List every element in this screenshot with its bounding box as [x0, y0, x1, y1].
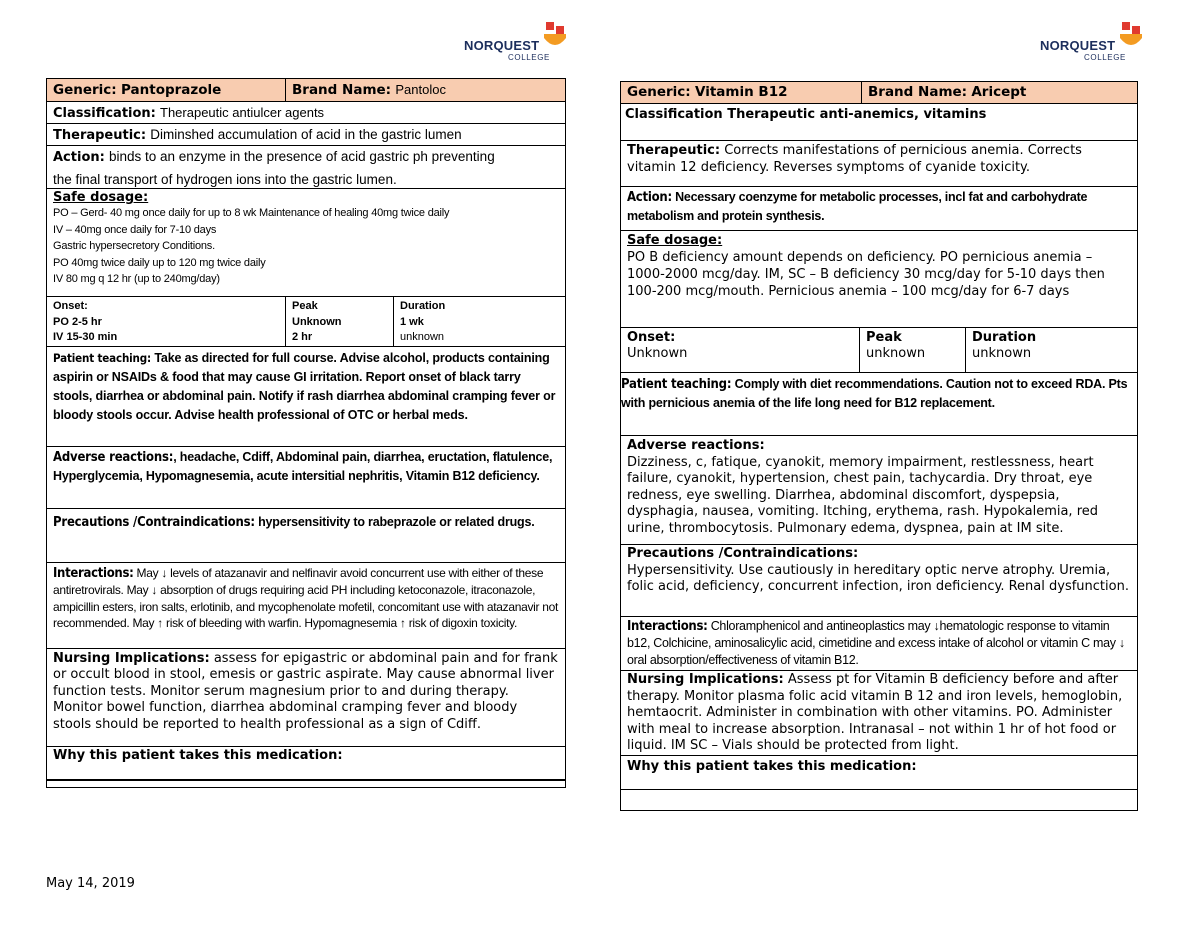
- teaching-text: Take as directed for full course. Advise alcohol, products containing aspirin or NSAIDs & food that may cause GI irritation. Report onset of black tarry stools, diarrhea or abdominal pain. Notify if rash diarrhea abdominal cramping fever or bloody stools occur. Advise health professional of OTC or herbal meds.: [53, 351, 556, 422]
- generic-value: Vitamin B12: [695, 84, 788, 100]
- header-row: [621, 82, 1137, 104]
- why-row: [621, 756, 1137, 790]
- brand-label: Brand Name:: [292, 82, 392, 98]
- adverse-reactions-row: [621, 436, 1137, 545]
- interactions-label: Interactions:: [53, 566, 134, 581]
- therapeutic-label: Therapeutic:: [627, 143, 721, 158]
- logo-subtitle: COLLEGE: [1084, 53, 1126, 62]
- dosage-label: Safe dosage:: [53, 190, 149, 205]
- precautions-row: [47, 509, 565, 563]
- interactions-text: May ↓ levels of atazanavir and nelfinavir avoid concurrent use with either of these antiretrovirals. May ↓ absorption of drugs requiring acid PH including ketoconazole, itraconazole, ampicillin esters, iron salts, erlotinib, and mycophenolate mofetil, concomitant use with atazanavir not recommended. May ↑ risk of bleeding with warfin. Hypomagnesemia ↑ risk of digoxin toxicity.: [53, 566, 559, 630]
- precautions-label: Precautions /Contraindications:: [627, 546, 859, 561]
- classification-row: [621, 104, 1137, 141]
- teaching-label: Patient teaching:: [53, 351, 152, 365]
- generic-cell: [47, 79, 285, 101]
- therapeutic-text: Diminshed accumulation of acid in the gastric lumen: [150, 127, 462, 142]
- duration-value: unknown: [972, 346, 1032, 361]
- action-text: binds to an enzyme in the presence of acid gastric ph preventing: [108, 149, 495, 164]
- onset-po: PO 2-5 hr: [53, 315, 102, 328]
- peak-label: Peak: [866, 330, 902, 345]
- therapeutic-row: [621, 141, 1137, 187]
- dosage-line: PO 40mg twice daily up to 120 mg twice daily: [53, 256, 266, 269]
- dosage-label: Safe dosage:: [627, 233, 723, 248]
- duration-cell: [393, 297, 565, 346]
- nursing-implications-row: [47, 649, 565, 747]
- teaching-label: Patient teaching:: [621, 377, 732, 392]
- dosage-text: PO B deficiency amount depends on deficiency. PO pernicious anemia – 1000-2000 mcg/day. IM, SC – B deficiency 30 mcg/day for 5-10 days then 100-200 mcg/mouth. Pernicious anemia – 100 mcg/day for 6-7 days: [627, 250, 1105, 299]
- generic-cell: [621, 82, 861, 103]
- therapeutic-label: Therapeutic:: [53, 128, 147, 143]
- classification-row: [47, 102, 565, 124]
- onset-label: Onset:: [627, 330, 676, 345]
- logo-wordmark: NORQUEST: [464, 38, 540, 53]
- norquest-logo-right: [1040, 22, 1150, 66]
- onset-iv: IV 15-30 min: [53, 331, 118, 343]
- classification-text: Classification Therapeutic anti-anemics, vitamins: [625, 107, 987, 122]
- nursing-text: Assess pt for Vitamin B deficiency before and after therapy. Monitor plasma folic acid vitamin B 12 and iron levels, hemoglobin, hemtaocrit. Administer in combination with other vitamins. PO. Administer with meal to increase absorption. Intranasal – not within 1 hr of hot food or liquid. IM SC – Vials should be protected from light.: [627, 672, 1123, 753]
- logo-wordmark: NORQUEST: [1040, 38, 1116, 53]
- peak-value-1: Unknown: [292, 315, 342, 328]
- brand-cell: [285, 79, 565, 101]
- document-date: May 14, 2019: [46, 876, 135, 891]
- patient-teaching-row: [621, 373, 1137, 436]
- nursing-text: assess for epigastric or abdominal pain and for frank or occult blood in stool, emesis or gastric aspirate. May cause abnormal liver function tests. Monitor serum magnesium prior to and during therapy. Monitor bowel function, diarrhea abdominal cramping fever and bloody stools should be reported to health professional as a sign of Cdiff.: [53, 651, 558, 732]
- onset-cell: [47, 297, 285, 346]
- brand-label: Brand Name:: [868, 84, 968, 100]
- precautions-text: hypersensitivity to rabeprazole or related drugs.: [258, 515, 535, 529]
- norquest-emblem-icon: [1118, 22, 1144, 48]
- teaching-text: Comply with diet recommendations. Caution not to exceed RDA. Pts with pernicious anemia of the life long need for B12 replacement.: [621, 377, 1128, 410]
- dosage-line: PO – Gerd- 40 mg once daily for up to 8 wk Maintenance of healing 40mg twice daily: [53, 207, 450, 219]
- action-label: Action:: [627, 190, 672, 205]
- brand-value: Pantoloc: [395, 82, 446, 97]
- interactions-label: Interactions:: [627, 619, 708, 634]
- norquest-emblem-icon: [542, 22, 568, 48]
- patient-teaching-row: [47, 347, 565, 447]
- why-row: [47, 747, 565, 781]
- norquest-logo-left: [464, 22, 574, 66]
- nursing-label: Nursing Implications:: [53, 651, 210, 666]
- adverse-label: Adverse reactions:: [627, 438, 765, 453]
- adverse-reactions-row: [47, 447, 565, 509]
- drug-card-pantoprazole: [46, 78, 566, 788]
- nursing-implications-row: [621, 671, 1137, 756]
- peak-cell: [285, 297, 393, 346]
- brand-cell: [861, 82, 1137, 103]
- interactions-text: Chloramphenicol and antineoplastics may ↓hematologic response to vitamin b12, Colchicine, aminosalicylic acid, cimetidine and excess intake of alcohol or vitamin C may ↓ oral absorption/effectiveness of vitamin B12.: [627, 619, 1125, 667]
- pharmacokinetics-row: [621, 328, 1137, 373]
- dosage-line: IV – 40mg once daily for 7-10 days: [53, 223, 217, 236]
- action-row: [47, 146, 565, 189]
- interactions-row: [621, 617, 1137, 671]
- action-text-continued: the final transport of hydrogen ions into the gastric lumen.: [53, 172, 397, 187]
- onset-value: Unknown: [627, 346, 688, 361]
- header-row: [47, 79, 565, 102]
- adverse-text: Dizziness, c, fatique, cyanokit, memory impairment, restlessness, heart failure, cyanokit, hypertension, chest pain, tachycardia. Dry throat, eye redness, eye swelling. Diarrhea, abdominal discomfort, dyspepsia, dysphagia, nausea, vomiting. Itching, erythema, rash. Hypokalemia, red urine, thrombocytosis. Pulmonary edema, dyspnea, pain at IM site.: [627, 454, 1099, 536]
- dosage-line: Gastric hypersecretory Conditions.: [53, 240, 215, 252]
- duration-cell: [965, 328, 1137, 372]
- duration-label: Duration: [400, 300, 446, 312]
- classification-text: Therapeutic antiulcer agents: [160, 105, 325, 120]
- adverse-label: Adverse reactions:: [53, 450, 174, 465]
- why-answer-line: [47, 779, 565, 780]
- why-label: Why this patient takes this medication:: [627, 759, 917, 774]
- generic-value: Pantoprazole: [121, 82, 222, 98]
- peak-label: Peak: [292, 300, 318, 312]
- precautions-label: Precautions /Contraindications:: [53, 515, 255, 530]
- therapeutic-text: Corrects manifestations of pernicious anemia. Corrects vitamin 12 deficiency. Reverses symptoms of cyanide toxicity.: [627, 143, 1082, 175]
- therapeutic-row: [47, 124, 565, 146]
- duration-value-2: unknown: [400, 331, 445, 343]
- generic-label: Generic:: [53, 82, 117, 98]
- why-answer-row: [621, 790, 1137, 810]
- pharmacokinetics-row: [47, 297, 565, 347]
- why-label: Why this patient takes this medication:: [53, 748, 343, 763]
- dosage-row: [47, 189, 565, 297]
- action-row: [621, 187, 1137, 231]
- classification-label: Classification:: [53, 106, 156, 121]
- drug-card-vitamin-b12: [620, 81, 1138, 811]
- peak-value-2: 2 hr: [292, 331, 313, 343]
- nursing-label: Nursing Implications:: [627, 672, 784, 687]
- precautions-text: Hypersensitivity. Use cautiously in hereditary optic nerve atrophy. Uremia, folic acid, deficiency, concurrent infection, iron deficiency. Renal dysfunction.: [627, 562, 1129, 594]
- generic-label: Generic:: [627, 84, 691, 100]
- onset-label: Onset:: [53, 300, 88, 312]
- onset-cell: [621, 328, 859, 372]
- logo-subtitle: COLLEGE: [508, 53, 550, 62]
- peak-value: unknown: [866, 346, 926, 361]
- dosage-list: [53, 205, 559, 288]
- peak-cell: [859, 328, 965, 372]
- action-text: Necessary coenzyme for metabolic processes, incl fat and carbohydrate metabolism and protein synthesis.: [627, 190, 1088, 223]
- brand-value: Aricept: [971, 84, 1027, 100]
- dosage-row: [621, 231, 1137, 328]
- dosage-line: IV 80 mg q 12 hr (up to 240mg/day): [53, 273, 220, 285]
- duration-value-1: 1 wk: [400, 315, 424, 328]
- duration-label: Duration: [972, 330, 1037, 345]
- precautions-row: [621, 545, 1137, 617]
- action-label: Action:: [53, 150, 105, 165]
- adverse-text: , headache, Cdiff, Abdominal pain, diarrhea, eructation, flatulence, Hyperglycemia, Hypomagnesemia, acute intersitial nephritis, Vitamin B12 deficiency.: [53, 450, 553, 483]
- interactions-row: [47, 563, 565, 649]
